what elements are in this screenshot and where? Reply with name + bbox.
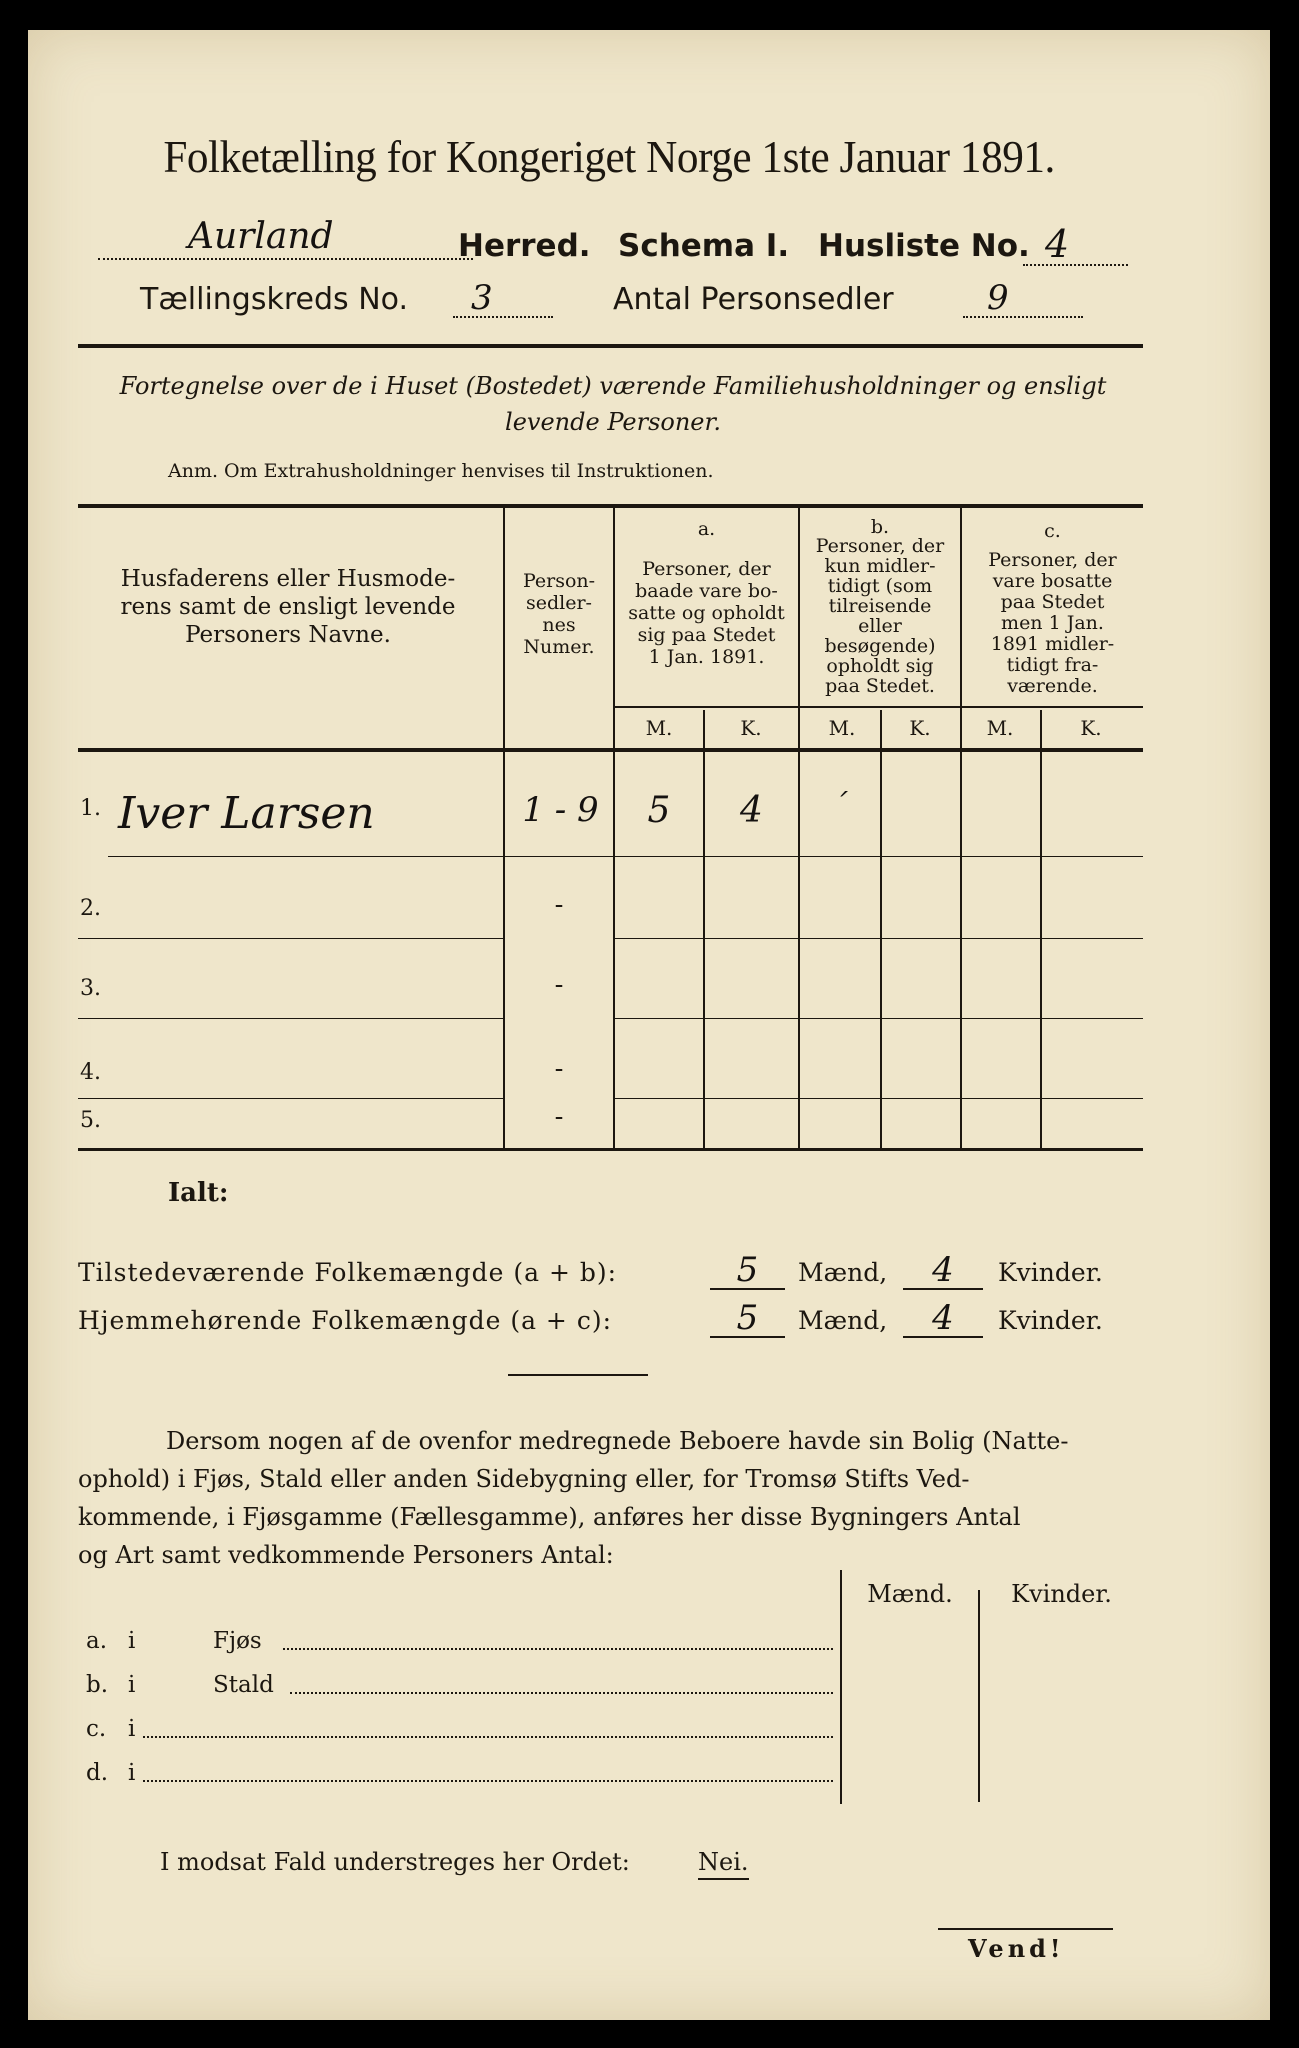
antal-label: Antal Personsedler — [613, 282, 894, 317]
col-c-m-label: M. — [986, 716, 1014, 740]
kreds-value: 3 — [471, 278, 493, 318]
outbuilding-prep: i — [128, 1760, 136, 1786]
col-c-header-line: paa Stedet — [1000, 591, 1105, 613]
outbuilding-prep: i — [128, 1628, 136, 1654]
col-a-header-line: Personer, der — [642, 558, 771, 580]
outbuildings-kvinder-header: Kvinder. — [1011, 1580, 1112, 1608]
kreds-field[interactable] — [453, 278, 553, 318]
vend-label: Vend! — [968, 1934, 1065, 1963]
col-a-k-label: K. — [740, 716, 762, 740]
row-sedler[interactable]: - — [554, 970, 564, 1000]
tilstede-label: Tilstedeværende Folkemængde (a + b): — [78, 1258, 618, 1287]
outbuilding-fill-line[interactable] — [143, 1734, 833, 1738]
col-a-header-line: 1 Jan. 1891. — [648, 646, 765, 668]
row-b-m[interactable]: ´ — [832, 788, 848, 823]
col-c-header-line: 1891 midler- — [990, 633, 1115, 655]
outbuildings-vline — [978, 1590, 980, 1802]
mk-subrule — [615, 706, 1143, 708]
col-a-header-line: baade vare bo- — [635, 580, 778, 602]
outbuilding-letter: b. — [86, 1672, 109, 1698]
tilstede-kvinder-value: 4 — [932, 1250, 954, 1290]
col-a-m-label: M. — [645, 716, 673, 740]
census-form-page — [28, 30, 1270, 2020]
col-num-header-line: sedler- — [526, 592, 592, 614]
outbuildings-line: kommende, i Fjøsgamme (Fællesgamme), anføres her disse Bygningers Antal — [78, 1503, 1021, 1531]
tilstede-maend-field[interactable] — [710, 1250, 785, 1290]
header-rule — [78, 344, 1143, 348]
col-name-header-line: rens samt de ensligt levende — [120, 594, 456, 620]
col-c-header — [962, 550, 1143, 697]
row-rule — [615, 1018, 1143, 1019]
col-b-k-label: K. — [909, 716, 931, 740]
husliste-value: 4 — [1045, 222, 1070, 266]
col-b-header-line: besøgende) — [824, 635, 936, 657]
intro-line-1: Fortegnelse over de i Huset (Bostedet) værende Familiehusholdninger og ensligt — [119, 372, 1107, 400]
hjemme-label: Hjemmehørende Folkemængde (a + c): — [78, 1306, 612, 1335]
col-b-m-label: M. — [828, 716, 856, 740]
tilstede-maend-value: 5 — [736, 1250, 759, 1290]
row-number: 2. — [80, 896, 101, 921]
col-c-header-line: tidigt fra- — [1006, 654, 1099, 676]
col-a-letter: a. — [697, 518, 716, 540]
row-underline — [78, 938, 503, 939]
row-rule — [615, 938, 1143, 939]
outbuildings-line: og Art samt vedkommende Personers Antal: — [78, 1541, 614, 1569]
col-a-header-line: satte og opholdt — [628, 602, 785, 624]
tilstede-kvinder-field[interactable] — [903, 1250, 983, 1290]
col-a-header — [615, 558, 798, 668]
row-number: 5. — [80, 1108, 101, 1133]
outbuilding-fill-line[interactable] — [290, 1690, 833, 1694]
col-b-header-line: paa Stedet. — [825, 675, 935, 697]
table-vline — [1040, 710, 1042, 1148]
col-b-header-line: eller — [858, 615, 902, 637]
outbuilding-letter: d. — [86, 1760, 109, 1786]
anm-note: Anm. Om Extrahusholdninger henvises til Instruktionen. — [168, 460, 714, 482]
col-c-letter: c. — [1044, 520, 1061, 542]
outbuilding-label: Stald — [213, 1672, 274, 1698]
modsat-label: I modsat Fald understreges her Ordet: — [160, 1848, 630, 1876]
kreds-label: Tællingskreds No. — [140, 282, 408, 317]
table-top-rule — [78, 504, 1143, 508]
row-name[interactable]: Iver Larsen — [118, 788, 375, 839]
outbuildings-maend-header: Mænd. — [867, 1580, 953, 1608]
section-divider — [508, 1374, 648, 1376]
hjemme-kvinder-field[interactable] — [903, 1298, 983, 1338]
col-b-header-line: opholdt sig — [826, 655, 934, 677]
col-b-header-line: tidigt (som — [827, 575, 933, 597]
col-name-header-line: Personers Navne. — [185, 622, 391, 648]
col-b-header-line: tilreisende — [828, 595, 932, 617]
maend-label: Mænd, — [798, 1306, 888, 1335]
outbuildings-paragraph — [78, 1422, 1143, 1574]
outbuilding-fill-line[interactable] — [143, 1778, 833, 1782]
herred-value: Aurland — [188, 216, 334, 257]
row-sedler[interactable]: - — [554, 1102, 564, 1132]
row-underline — [108, 856, 503, 857]
col-c-header-line: vare bosatte — [992, 570, 1113, 592]
table-bottom-rule — [78, 1148, 1143, 1151]
col-c-header-line: værende. — [1007, 675, 1098, 697]
col-b-letter: b. — [870, 516, 890, 538]
kvinder-label: Kvinder. — [998, 1258, 1103, 1287]
row-number: 3. — [80, 976, 101, 1001]
outbuildings-line: ophold) i Fjøs, Stald eller anden Sidebygning eller, for Tromsø Stifts Ved- — [78, 1465, 970, 1493]
hjemme-kvinder-value: 4 — [932, 1298, 954, 1338]
table-vline — [703, 710, 705, 1148]
outbuilding-label: Fjøs — [213, 1628, 262, 1654]
intro-line-2: levende Personer. — [505, 408, 721, 436]
table-vline — [880, 710, 882, 1148]
maend-label: Mænd, — [798, 1258, 888, 1287]
herred-field[interactable] — [98, 216, 473, 260]
antal-field[interactable] — [963, 278, 1083, 318]
row-rule — [615, 1098, 1143, 1099]
row-sedler[interactable]: 1 - 9 — [522, 790, 599, 830]
col-b-header-line: kun midler- — [824, 555, 936, 577]
col-a-header-line: sig paa Stedet — [637, 624, 776, 646]
outbuilding-prep: i — [128, 1672, 136, 1698]
modsat-word[interactable]: Nei. — [698, 1848, 749, 1880]
col-b-header — [800, 536, 960, 696]
col-num-header — [505, 570, 613, 658]
vend-rule — [938, 1928, 1113, 1930]
hjemme-maend-value: 5 — [736, 1298, 759, 1338]
col-c-header-line: Personer, der — [988, 549, 1117, 571]
outbuilding-letter: a. — [86, 1628, 108, 1654]
row-number: 1. — [80, 796, 101, 821]
outbuilding-prep: i — [128, 1716, 136, 1742]
col-num-header-line: nes — [542, 614, 576, 636]
schema-label: Schema I. — [618, 228, 790, 264]
row-number: 4. — [80, 1060, 101, 1085]
antal-value: 9 — [987, 278, 1009, 318]
outbuilding-fill-line[interactable] — [283, 1646, 833, 1650]
row-underline — [78, 1018, 503, 1019]
husliste-label: Husliste No. — [818, 228, 1030, 264]
col-num-header-line: Numer. — [523, 636, 595, 658]
row-underline — [78, 1098, 503, 1099]
kvinder-label: Kvinder. — [998, 1306, 1103, 1335]
row-sedler[interactable]: - — [554, 890, 564, 920]
row-rule — [505, 856, 1143, 857]
outbuildings-line: Dersom nogen af de ovenfor medregnede Beboere havde sin Bolig (Natte- — [166, 1427, 1069, 1455]
herred-label: Herred. — [458, 228, 591, 264]
col-b-header-line: Personer, der — [815, 535, 945, 557]
ialt-label: Ialt: — [168, 1178, 229, 1208]
row-sedler[interactable]: - — [554, 1054, 564, 1084]
form-title: Folketælling for Kongeriget Norge 1ste Januar 1891. — [163, 131, 1055, 182]
col-c-header-line: men 1 Jan. — [1001, 612, 1104, 634]
col-name-header-line: Husfaderens eller Husmode- — [120, 566, 456, 592]
col-name-header — [78, 565, 498, 649]
row-a-k[interactable]: 4 — [740, 790, 763, 831]
col-c-k-label: K. — [1080, 716, 1102, 740]
husliste-field[interactable] — [1023, 222, 1128, 266]
table-header-rule — [78, 748, 1143, 752]
outbuilding-letter: c. — [86, 1716, 107, 1742]
row-a-m[interactable]: 5 — [647, 790, 671, 831]
col-num-header-line: Person- — [522, 570, 596, 592]
hjemme-maend-field[interactable] — [710, 1298, 785, 1338]
